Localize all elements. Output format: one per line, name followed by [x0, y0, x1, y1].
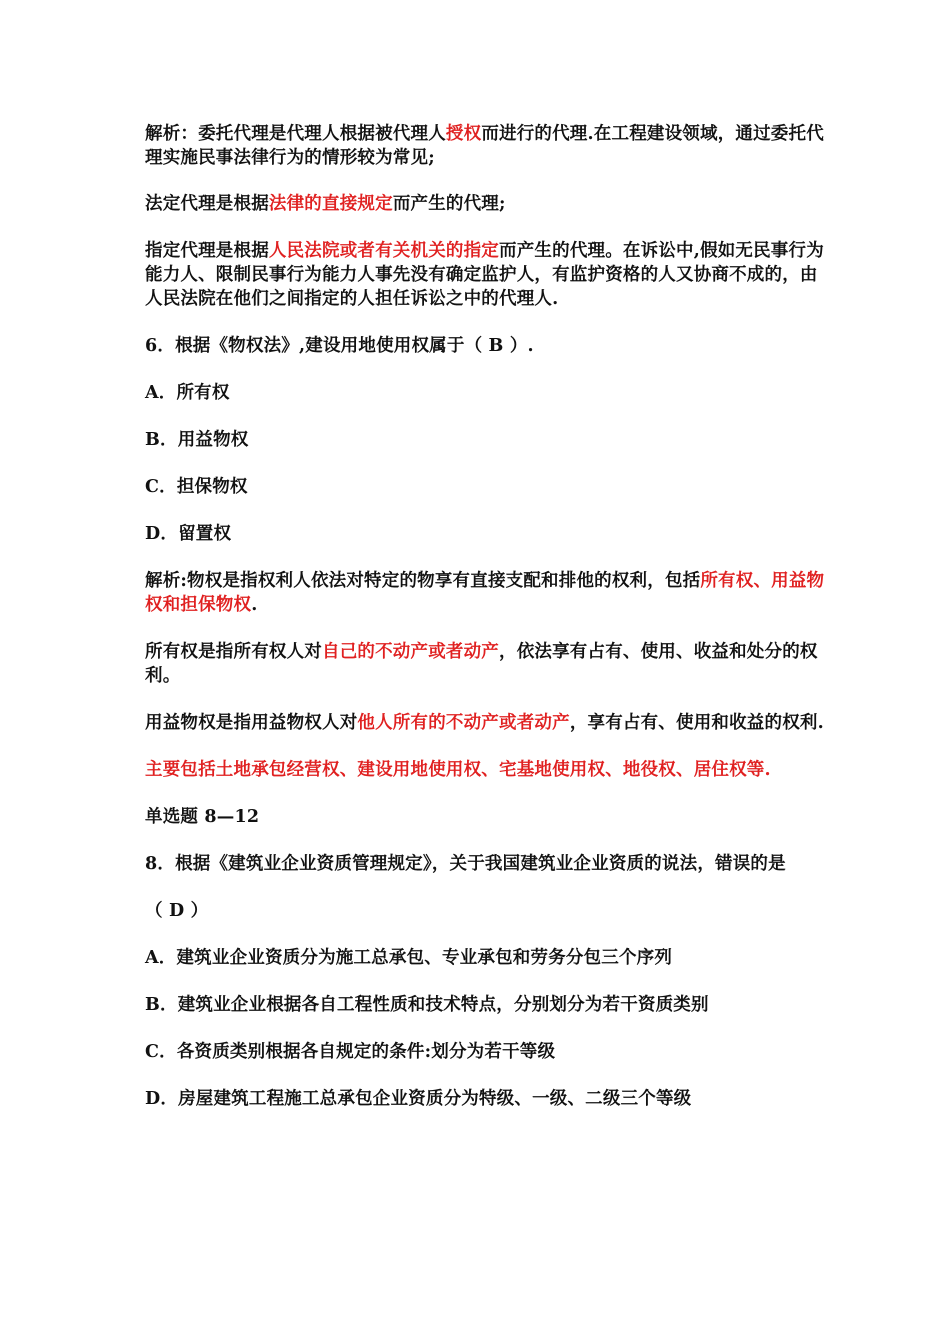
- text-segment: .: [251, 595, 258, 615]
- text-segment: 而产生的代理。在诉讼中,假如无民事行为能力人、限制民事行为能力人事先没有确定监护人，有监护资格的人又协商不成的，由人民法院在他们之间指定的人担任诉讼之中的代理人.: [145, 241, 824, 309]
- question-8-option-b: B．建筑业企业根据各自工程性质和技术特点，分别划分为若干资质类别: [145, 995, 709, 1015]
- highlighted-text: 所有权、用益物权和担保物权: [145, 571, 825, 615]
- analysis-paragraph-usufruct-types: 主要包括土地承包经营权、建设用地使用权、宅基地使用权、地役权、居住权等.: [145, 760, 771, 780]
- text-segment: ，依法享有占有、使用、收益和处分的权利。: [145, 642, 818, 686]
- analysis-paragraph-designated-agency: [145, 239, 825, 311]
- text-segment: 法定代理是根据: [145, 194, 269, 214]
- analysis-paragraph-legal-agency: [145, 192, 825, 216]
- question-8-option-a: A．建筑业企业资质分为施工总承包、专业承包和劳务分包三个序列: [145, 948, 673, 968]
- question-6: 6．根据《物权法》,建设用地使用权属于（ B ）.: [145, 336, 534, 356]
- question-8-option-d: D．房屋建筑工程施工总承包企业资质分为特级、一级、二级三个等级: [145, 1089, 692, 1109]
- text-segment: 而进行的代理.在工程建设领域，通过委托代理实施民事法律行为的情形较为常见;: [145, 124, 824, 168]
- question-6-option-b: B．用益物权: [145, 430, 249, 450]
- document-page: [145, 122, 825, 1134]
- section-heading: 单选题 8—12: [145, 807, 260, 827]
- highlighted-text: 自己的不动产或者动产: [322, 642, 499, 662]
- text-segment: 解析：委托代理是代理人根据被代理人: [145, 124, 446, 144]
- analysis-paragraph-entrusted-agency: [145, 122, 825, 170]
- question-6-option-c: C．担保物权: [145, 477, 248, 497]
- text-segment: 而产生的代理;: [392, 194, 506, 214]
- question-8-answer: （ D ）: [145, 901, 209, 921]
- analysis-paragraph-real-rights: [145, 569, 825, 617]
- text-segment: 所有权是指所有权人对: [145, 642, 322, 662]
- highlighted-text: 人民法院或者有关机关的指定: [268, 241, 500, 261]
- text-segment: ，享有占有、使用和收益的权利.: [569, 713, 824, 733]
- highlighted-text: 他人所有的不动产或者动产: [357, 713, 570, 733]
- question-8: 8．根据《建筑业企业资质管理规定》，关于我国建筑业企业资质的说法，错误的是: [145, 854, 786, 874]
- analysis-paragraph-ownership: [145, 640, 825, 688]
- question-6-option-d: D．留置权: [145, 524, 232, 544]
- text-segment: 指定代理是根据: [145, 241, 269, 261]
- question-6-option-a: A．所有权: [145, 383, 230, 403]
- analysis-paragraph-usufruct: [145, 711, 825, 735]
- highlighted-text: 法律的直接规定: [268, 194, 393, 214]
- text-segment: 用益物权是指用益物权人对: [145, 713, 358, 733]
- question-8-option-c: C．各资质类别根据各自规定的条件:划分为若干等级: [145, 1042, 556, 1062]
- highlighted-text: 授权: [445, 124, 482, 144]
- text-segment: 解析:物权是指权利人依法对特定的物享有直接支配和排他的权利，包括: [145, 571, 701, 591]
